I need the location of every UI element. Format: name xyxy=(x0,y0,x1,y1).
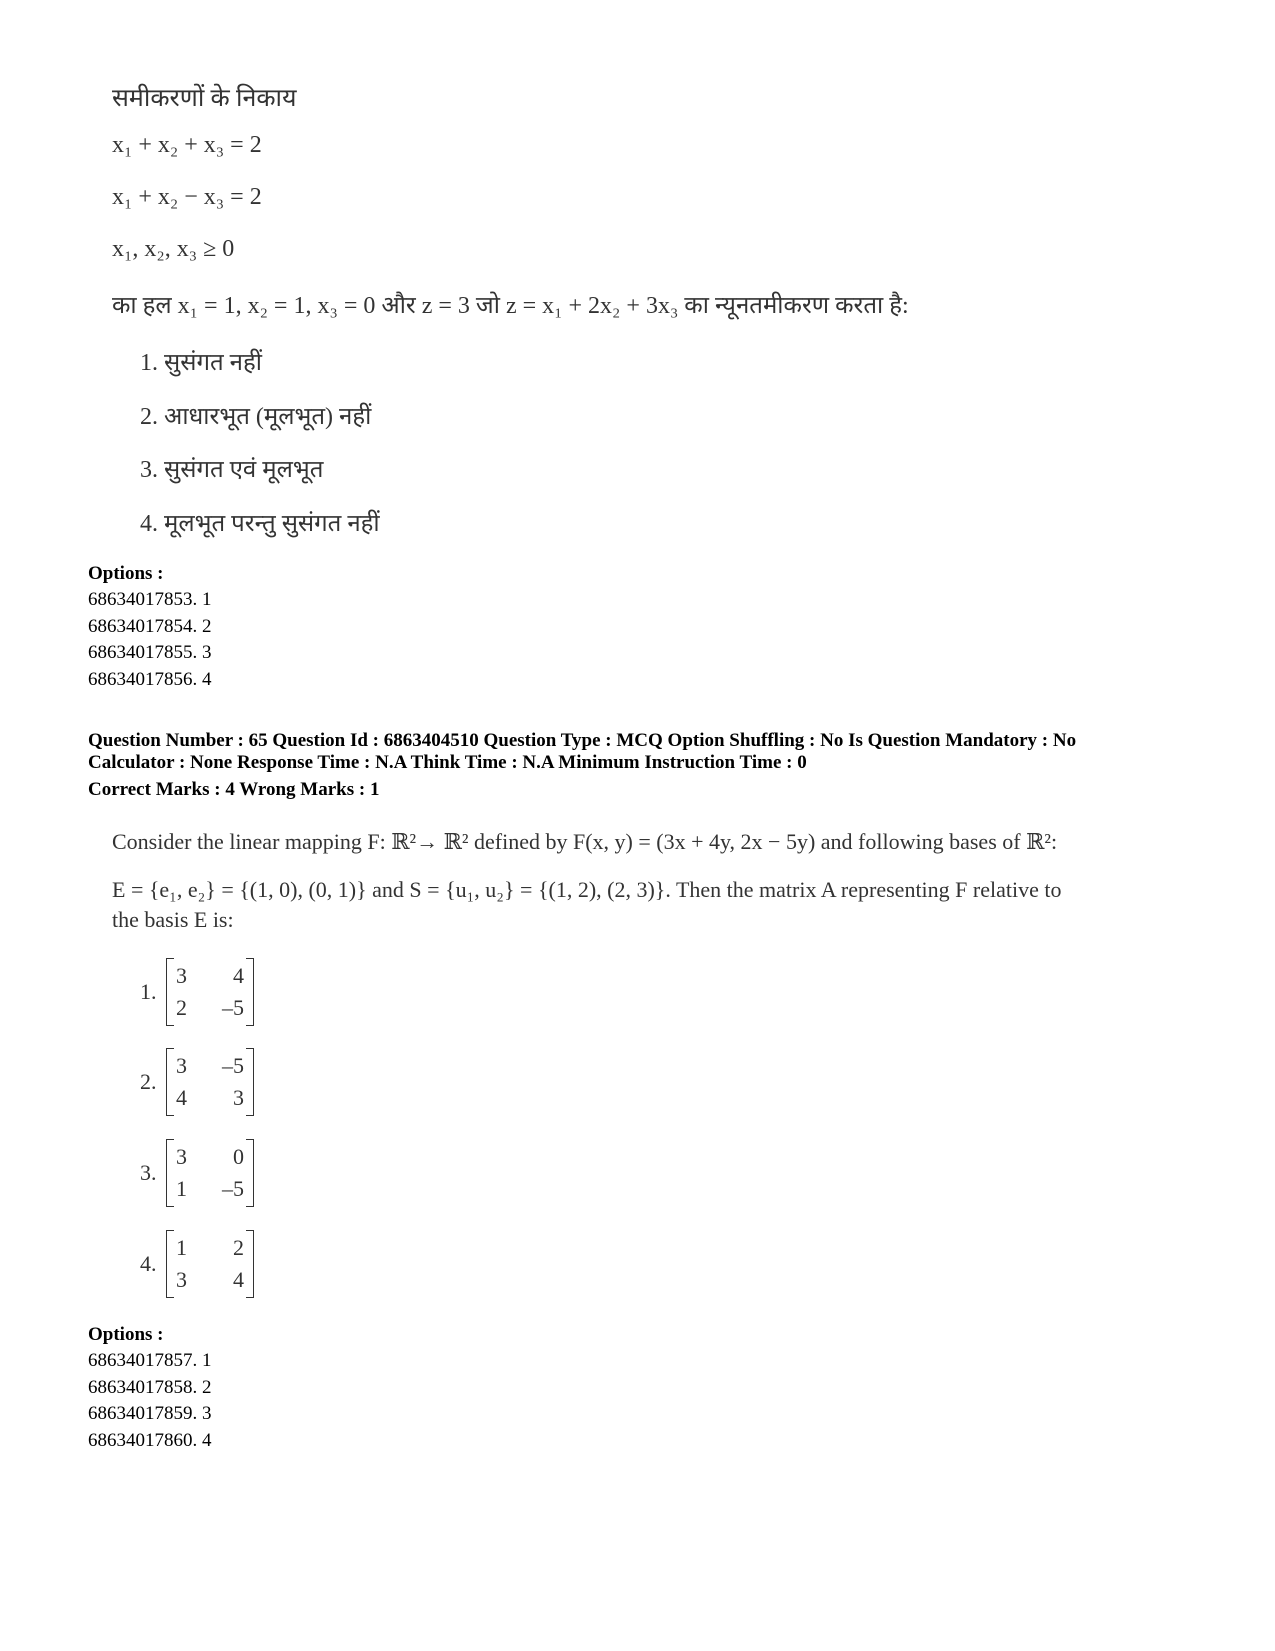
matrix-choice-3 xyxy=(140,1141,254,1205)
options-label: Options : xyxy=(88,1324,164,1345)
choice-3: 3. सुसंगत एवं मूलभूत xyxy=(140,457,324,483)
matrix-cell: 4 xyxy=(233,1267,244,1292)
option-id: 68634017859. 3 xyxy=(88,1403,212,1424)
matrix-cell: 3 xyxy=(176,1053,187,1078)
matrix-cell: 4 xyxy=(233,963,244,988)
matrix-cell: 0 xyxy=(233,1144,244,1169)
option-id: 68634017856. 4 xyxy=(88,669,212,690)
matrix-cell: 3 xyxy=(176,1144,187,1169)
matrix-cell: –5 xyxy=(222,1053,244,1078)
matrix-cell: 1 xyxy=(176,1235,187,1260)
matrix xyxy=(166,960,254,1024)
option-id: 68634017860. 4 xyxy=(88,1430,212,1451)
matrix xyxy=(166,1232,254,1296)
matrix xyxy=(166,1050,254,1114)
matrix-cell: 3 xyxy=(233,1085,244,1110)
matrix-choice-1 xyxy=(140,960,254,1024)
choice-number: 4. xyxy=(140,1251,157,1276)
equation-2: x₁ + x₂ − x₃ = 2 xyxy=(112,184,262,210)
matrix-choice-2 xyxy=(140,1050,254,1114)
matrix-cell: –5 xyxy=(222,995,244,1020)
choice-2: 2. आधारभूत (मूलभूत) नहीं xyxy=(140,404,372,430)
choice-number: 1. xyxy=(140,979,157,1004)
question-heading: समीकरणों के निकाय xyxy=(112,85,297,112)
matrix-cell: 3 xyxy=(176,963,187,988)
matrix-cell: 2 xyxy=(176,995,187,1020)
matrix-cell: 1 xyxy=(176,1176,187,1201)
choice-number: 3. xyxy=(140,1160,157,1185)
matrix-cell: 3 xyxy=(176,1267,187,1292)
choice-1: 1. सुसंगत नहीं xyxy=(140,350,262,376)
choice-4: 4. मूलभूत परन्तु सुसंगत नहीं xyxy=(140,511,380,537)
equation-1: x₁ + x₂ + x₃ = 2 xyxy=(112,132,262,158)
choice-number: 2. xyxy=(140,1069,157,1094)
solution-statement: का हल x₁ = 1, x₂ = 1, x₃ = 0 और z = 3 जो z = x₁ + 2x₂ + 3x₃ का न्यूनतमीकरण करता है: xyxy=(112,293,909,319)
matrix xyxy=(166,1141,254,1205)
option-id: 68634017857. 1 xyxy=(88,1350,212,1371)
matrix-cell: 2 xyxy=(233,1235,244,1260)
options-label: Options : xyxy=(88,563,164,584)
question-stem: Consider the linear mapping F: ℝ²→ ℝ² defined by F(x, y) = (3x + 4y, 2x − 5y) and following bases of ℝ²: xyxy=(112,829,1058,854)
question-meta: Question Number : 65 Question Id : 6863404510 Question Type : MCQ Option Shuffling : No Is Question Mandatory : No xyxy=(88,730,1077,751)
matrix-choice-4 xyxy=(140,1232,254,1296)
question-stem-3: the basis E is: xyxy=(112,907,234,932)
question-stem-2: E = {e₁, e₂} = {(1, 0), (0, 1)} and S = {u₁, u₂} = {(1, 2), (2, 3)}. Then the matrix A representing F relative to xyxy=(112,877,1062,902)
question-meta-2: Calculator : None Response Time : N.A Think Time : N.A Minimum Instruction Time : 0 xyxy=(88,752,807,773)
option-id: 68634017855. 3 xyxy=(88,642,212,663)
option-id: 68634017858. 2 xyxy=(88,1377,212,1398)
marks-line: Correct Marks : 4 Wrong Marks : 1 xyxy=(88,779,380,800)
matrix-cell: –5 xyxy=(222,1176,244,1201)
matrix-cell: 4 xyxy=(176,1085,187,1110)
option-id: 68634017853. 1 xyxy=(88,589,212,610)
option-id: 68634017854. 2 xyxy=(88,616,212,637)
equation-constraint: x₁, x₂, x₃ ≥ 0 xyxy=(112,236,235,262)
